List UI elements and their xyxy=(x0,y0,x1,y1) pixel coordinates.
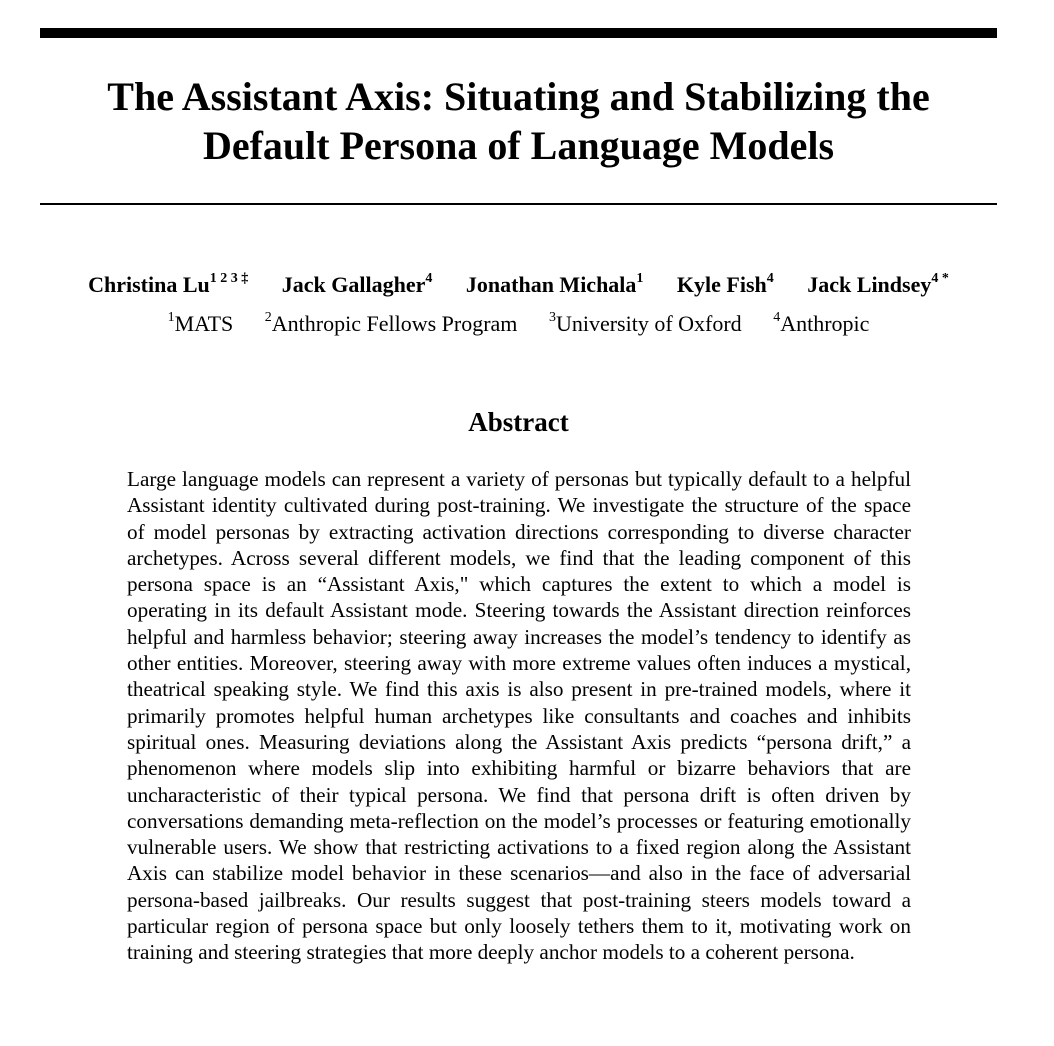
author-list xyxy=(40,270,997,300)
top-rule xyxy=(40,28,997,38)
affiliation-name: University of Oxford xyxy=(555,311,742,336)
author-name: Jonathan Michala xyxy=(465,272,637,297)
affiliation xyxy=(773,311,869,336)
title-rule xyxy=(40,203,997,205)
affiliation-mark: 2 xyxy=(264,309,272,325)
author-affiliation-marks: 1 xyxy=(636,270,644,286)
author xyxy=(282,272,433,297)
affiliation-list xyxy=(40,309,997,339)
author-name: Kyle Fish xyxy=(676,272,767,297)
affiliation-name: MATS xyxy=(174,311,234,336)
paper-title xyxy=(40,72,997,170)
author-name: Jack Lindsey xyxy=(807,272,932,297)
title-line-2: Default Persona of Language Models xyxy=(202,123,835,168)
affiliation-name: Anthropic Fellows Program xyxy=(271,311,518,336)
author xyxy=(677,272,774,297)
affiliation xyxy=(168,311,234,336)
abstract-body: Large language models can represent a variety of personas but typically default to a helpful Assistant identity cultivated during post-training. We investigate the structure of the space of model personas by extracting activation directions corresponding to diverse character archetypes. Across several different models, we find that the leading component of this persona space is an “Assistant Axis," which captures the extent to which a model is operating in its default Assistant mode. Steering towards the Assistant direction reinforces helpful and harmless behavior; steering away increases the model’s tendency to identify as other entities. Moreover, steering away with more extreme values often induces a mystical, theatrical speaking style. We find this axis is also present in pre-trained models, where it primarily promotes helpful human archetypes like consultants and coaches and inhibits spiritual ones. Measuring deviations along the Assistant Axis predicts “persona drift,” a phenomenon where models slip into exhibiting harmful or bizarre behaviors that are uncharacteristic of their typical persona. We find that persona drift is often driven by conversations demanding meta-reflection on the model’s processes or featuring emotionally vulnerable users. We show that restricting activations to a fixed region along the Assistant Axis can stabilize model behavior in these scenarios—and also in the face of adversarial persona-based jailbreaks. Our results suggest that post-training steers models toward a particular region of persona space but only loosely tethers them to it, motivating work on training and steering strategies that more deeply anchor models to a coherent persona. xyxy=(127,467,911,965)
author-affiliation-marks: 4 * xyxy=(931,270,949,286)
title-line-1: The Assistant Axis: Situating and Stabilizing the xyxy=(107,74,930,119)
author xyxy=(88,272,248,297)
author-affiliation-marks: 4 xyxy=(766,270,774,286)
affiliation-mark: 1 xyxy=(167,309,175,325)
abstract-heading: Abstract xyxy=(468,407,569,437)
author xyxy=(807,272,949,297)
author xyxy=(466,272,644,297)
affiliation-mark: 3 xyxy=(548,309,556,325)
affiliation xyxy=(265,311,518,336)
affiliation xyxy=(549,311,742,336)
author-name: Jack Gallagher xyxy=(281,272,426,297)
affiliation-mark: 4 xyxy=(773,309,781,325)
author-affiliation-marks: 4 xyxy=(425,270,433,286)
author-name: Christina Lu xyxy=(88,272,210,297)
affiliation-name: Anthropic xyxy=(780,311,870,336)
author-affiliation-marks: 1 2 3 ‡ xyxy=(209,270,249,286)
